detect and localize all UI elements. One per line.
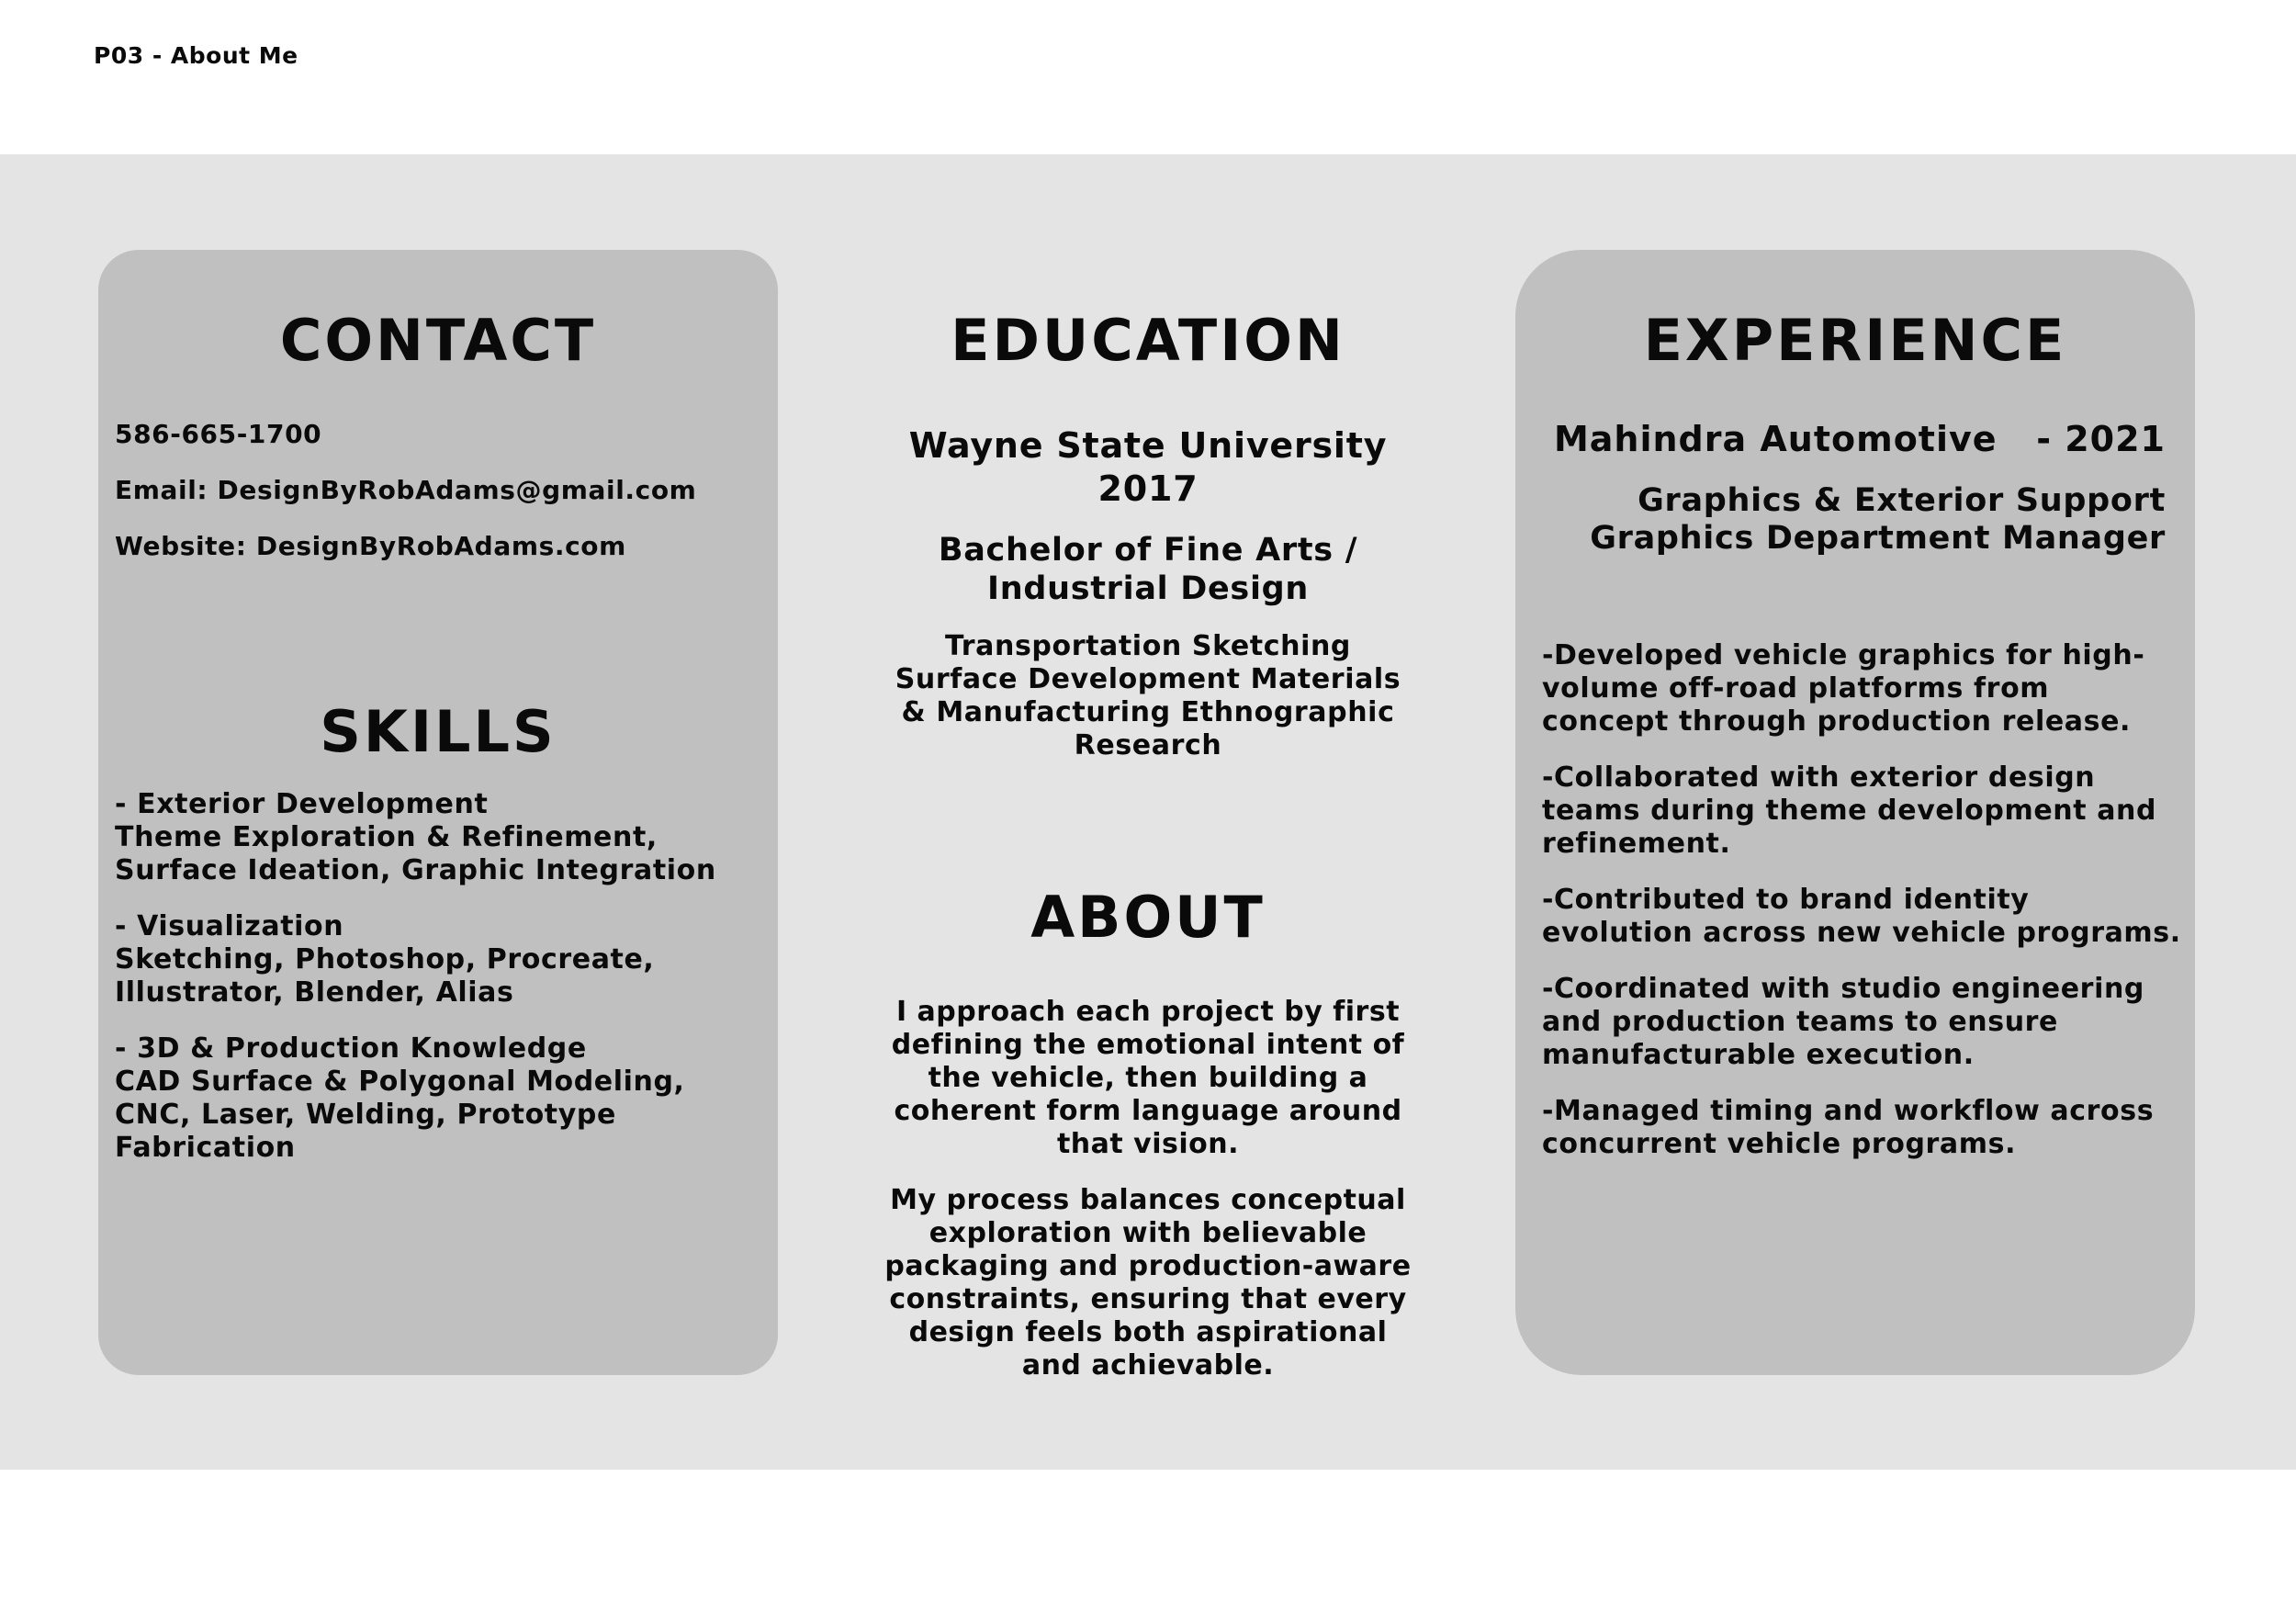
experience-company: Mahindra Automotive - 2021	[1553, 419, 2166, 459]
about-paragraph: I approach each project by first defining the emotional intent of the vehicle, then building a coherent form language around that vision.	[891, 996, 1405, 1160]
experience-role: Graphics & Exterior Support	[1638, 482, 2166, 519]
education-school-name: Wayne State University	[908, 425, 1388, 466]
skill-group-title: - Visualization	[115, 910, 344, 942]
skill-group-title: - 3D & Production Knowledge	[115, 1032, 587, 1065]
contact-heading: CONTACT	[279, 307, 597, 374]
page-label: P03 - About Me	[94, 42, 298, 69]
about-text	[882, 996, 1414, 1405]
skill-group-detail: Theme Exploration & Refinement, Surface Ideation, Graphic Integration	[115, 821, 716, 886]
skill-group	[115, 788, 767, 887]
skill-group-detail: CAD Surface & Polygonal Modeling, CNC, Laser, Welding, Prototype Fabrication	[115, 1066, 685, 1164]
contact-website: Website: DesignByRobAdams.com	[115, 531, 626, 561]
contact-phone: 586-665-1700	[115, 419, 322, 449]
education-year: 2017	[1097, 468, 1199, 509]
about-paragraph: My process balances conceptual exploration with believable packaging and production-aware constraints, ensuring that every design feels both aspirational and achievable.	[884, 1184, 1412, 1382]
education-heading: EDUCATION	[951, 307, 1345, 374]
experience-bullet: -Managed timing and workflow across concurrent vehicle programs.	[1542, 1095, 2155, 1160]
experience-bullet: -Contributed to brand identity evolution across new vehicle programs.	[1542, 884, 2181, 949]
education-degree-line1: Bachelor of Fine Arts /	[938, 532, 1358, 569]
contact-email: Email: DesignByRobAdams@gmail.com	[115, 475, 697, 505]
skill-group	[115, 1032, 767, 1165]
experience-roles	[1590, 482, 2166, 558]
skill-group-title: - Exterior Development	[115, 788, 489, 820]
experience-bullet: -Coordinated with studio engineering and production teams to ensure manufacturable execution.	[1542, 973, 2144, 1071]
experience-bullets	[1542, 639, 2185, 1184]
education-degree-line2: Industrial Design	[986, 570, 1310, 607]
education-degree	[872, 531, 1424, 608]
about-heading: ABOUT	[1030, 884, 1266, 951]
skills-heading: SKILLS	[320, 698, 557, 765]
education-school	[872, 424, 1424, 511]
contact-details	[115, 419, 696, 587]
experience-bullet: -Developed vehicle graphics for high-volume off-road platforms from concept through production release.	[1542, 639, 2145, 738]
experience-bullet: -Collaborated with exterior design teams during theme development and refinement.	[1542, 761, 2157, 860]
skills-list	[115, 788, 767, 1188]
skill-group	[115, 910, 767, 1009]
skill-group-detail: Sketching, Photoshop, Procreate, Illustrator, Blender, Alias	[115, 943, 655, 1009]
education-courses: Transportation Sketching Surface Development Materials & Manufacturing Ethnographic Research	[895, 630, 1401, 761]
experience-role: Graphics Department Manager	[1590, 520, 2166, 557]
experience-heading: EXPERIENCE	[1643, 307, 2067, 374]
